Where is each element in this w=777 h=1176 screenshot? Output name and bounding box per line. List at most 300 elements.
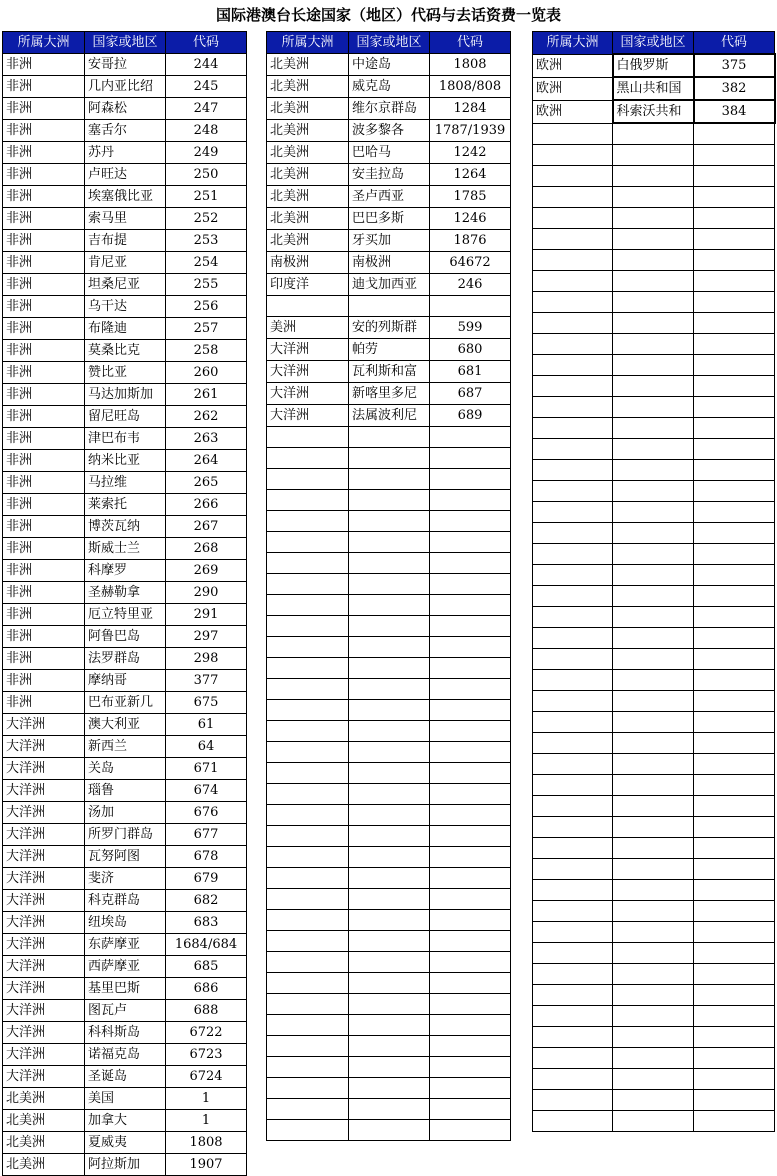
table-row bbox=[3, 428, 247, 450]
cell-country: 阿森松 bbox=[85, 98, 166, 120]
cell-country: 迪戈加西亚 bbox=[349, 274, 430, 296]
cell-code: 1808/808 bbox=[430, 76, 511, 98]
cell-continent bbox=[267, 910, 349, 931]
table-row bbox=[3, 802, 247, 824]
cell-country: 黑山共和国 bbox=[613, 77, 694, 100]
cell-country bbox=[613, 396, 694, 417]
cell-continent: 非洲 bbox=[3, 76, 85, 98]
cell-country: 新喀里多尼 bbox=[349, 383, 430, 405]
cell-code bbox=[694, 291, 775, 312]
cell-country: 莫桑比克 bbox=[85, 340, 166, 362]
cell-country: 帕劳 bbox=[349, 339, 430, 361]
table-row bbox=[533, 921, 775, 942]
cell-country: 新西兰 bbox=[85, 736, 166, 758]
table-row bbox=[267, 952, 511, 973]
cell-code bbox=[430, 511, 511, 532]
table-row bbox=[3, 846, 247, 868]
table-row bbox=[267, 994, 511, 1015]
cell-code: 682 bbox=[166, 890, 247, 912]
cell-country bbox=[349, 637, 430, 658]
cell-country: 马拉维 bbox=[85, 472, 166, 494]
table-row bbox=[3, 1132, 247, 1154]
table-row bbox=[3, 1110, 247, 1132]
cell-code bbox=[694, 438, 775, 459]
table-row bbox=[533, 186, 775, 207]
table-row bbox=[267, 805, 511, 826]
cell-country bbox=[349, 490, 430, 511]
header-continent: 所属大洲 bbox=[267, 32, 349, 54]
cell-code bbox=[694, 123, 775, 144]
cell-continent bbox=[267, 931, 349, 952]
cell-continent bbox=[267, 616, 349, 637]
table-row bbox=[267, 54, 511, 76]
table-row bbox=[533, 375, 775, 396]
header-code: 代码 bbox=[694, 32, 775, 55]
code-table-2 bbox=[266, 31, 511, 1141]
table-row bbox=[267, 763, 511, 784]
cell-continent: 非洲 bbox=[3, 692, 85, 714]
cell-code bbox=[694, 711, 775, 732]
cell-code bbox=[694, 963, 775, 984]
cell-country bbox=[613, 837, 694, 858]
table-row bbox=[533, 753, 775, 774]
cell-code bbox=[430, 637, 511, 658]
cell-country bbox=[349, 1057, 430, 1078]
cell-continent bbox=[533, 753, 613, 774]
cell-continent bbox=[533, 627, 613, 648]
table-row bbox=[267, 448, 511, 469]
cell-continent bbox=[533, 690, 613, 711]
cell-continent: 非洲 bbox=[3, 142, 85, 164]
table-row bbox=[3, 758, 247, 780]
cell-continent: 非洲 bbox=[3, 362, 85, 384]
cell-code: 1684/684 bbox=[166, 934, 247, 956]
cell-code: 1808 bbox=[430, 54, 511, 76]
cell-continent bbox=[533, 585, 613, 606]
table-row bbox=[3, 868, 247, 890]
cell-code bbox=[430, 532, 511, 553]
cell-country bbox=[613, 354, 694, 375]
cell-country: 苏丹 bbox=[85, 142, 166, 164]
cell-country bbox=[613, 816, 694, 837]
cell-country: 维尔京群岛 bbox=[349, 98, 430, 120]
cell-code bbox=[430, 1078, 511, 1099]
table-row bbox=[533, 816, 775, 837]
cell-country bbox=[349, 296, 430, 317]
cell-continent: 美洲 bbox=[267, 317, 349, 339]
table-row bbox=[3, 648, 247, 670]
cell-country: 乌干达 bbox=[85, 296, 166, 318]
cell-continent: 欧洲 bbox=[533, 54, 613, 77]
cell-code: 1876 bbox=[430, 230, 511, 252]
cell-country bbox=[613, 375, 694, 396]
cell-continent bbox=[533, 984, 613, 1005]
cell-country bbox=[349, 658, 430, 679]
cell-continent: 非洲 bbox=[3, 252, 85, 274]
cell-country bbox=[613, 186, 694, 207]
table-row bbox=[533, 291, 775, 312]
cell-country bbox=[613, 123, 694, 144]
cell-country: 白俄罗斯 bbox=[613, 54, 694, 77]
cell-country bbox=[349, 532, 430, 553]
cell-country: 安哥拉 bbox=[85, 54, 166, 76]
cell-country: 巴巴多斯 bbox=[349, 208, 430, 230]
table-row bbox=[3, 252, 247, 274]
cell-continent: 非洲 bbox=[3, 494, 85, 516]
cell-country bbox=[613, 1068, 694, 1089]
cell-country: 圣赫勒拿 bbox=[85, 582, 166, 604]
cell-continent: 非洲 bbox=[3, 186, 85, 208]
cell-code bbox=[430, 616, 511, 637]
header-row bbox=[267, 32, 511, 54]
table-row bbox=[533, 774, 775, 795]
cell-continent: 非洲 bbox=[3, 54, 85, 76]
cell-code: 248 bbox=[166, 120, 247, 142]
cell-country bbox=[349, 973, 430, 994]
cell-code bbox=[430, 889, 511, 910]
table-row bbox=[533, 543, 775, 564]
cell-continent: 大洋洲 bbox=[3, 868, 85, 890]
cell-continent bbox=[533, 837, 613, 858]
table-row bbox=[3, 230, 247, 252]
cell-continent bbox=[267, 553, 349, 574]
cell-country: 马达加斯加 bbox=[85, 384, 166, 406]
cell-country: 圣卢西亚 bbox=[349, 186, 430, 208]
cell-country: 关岛 bbox=[85, 758, 166, 780]
table-row bbox=[533, 1089, 775, 1110]
cell-country bbox=[349, 805, 430, 826]
table-row bbox=[267, 120, 511, 142]
cell-continent: 北美洲 bbox=[267, 98, 349, 120]
table-row bbox=[267, 274, 511, 296]
cell-code: 247 bbox=[166, 98, 247, 120]
cell-country bbox=[349, 952, 430, 973]
table-row bbox=[3, 1154, 247, 1176]
cell-continent: 大洋洲 bbox=[3, 934, 85, 956]
cell-country bbox=[349, 1015, 430, 1036]
cell-country: 所罗门群岛 bbox=[85, 824, 166, 846]
cell-country bbox=[349, 910, 430, 931]
cell-code: 263 bbox=[166, 428, 247, 450]
cell-country bbox=[349, 721, 430, 742]
cell-country: 吉布提 bbox=[85, 230, 166, 252]
table-row bbox=[267, 931, 511, 952]
cell-code bbox=[430, 910, 511, 931]
table-row bbox=[3, 890, 247, 912]
cell-country bbox=[613, 207, 694, 228]
cell-continent bbox=[267, 1078, 349, 1099]
table-row bbox=[3, 956, 247, 978]
cell-country: 斯威士兰 bbox=[85, 538, 166, 560]
table-row bbox=[267, 427, 511, 448]
cell-country bbox=[613, 333, 694, 354]
cell-code bbox=[430, 553, 511, 574]
table-row bbox=[533, 1068, 775, 1089]
table-row bbox=[3, 142, 247, 164]
cell-continent bbox=[533, 858, 613, 879]
cell-continent: 非洲 bbox=[3, 604, 85, 626]
table-row bbox=[533, 249, 775, 270]
table-row bbox=[533, 732, 775, 753]
table-row bbox=[3, 516, 247, 538]
cell-country bbox=[613, 606, 694, 627]
table-row bbox=[533, 585, 775, 606]
cell-continent: 大洋洲 bbox=[3, 1022, 85, 1044]
cell-code: 685 bbox=[166, 956, 247, 978]
cell-country bbox=[349, 1120, 430, 1141]
cell-country bbox=[349, 553, 430, 574]
cell-code: 244 bbox=[166, 54, 247, 76]
cell-code: 382 bbox=[694, 77, 775, 100]
table-row bbox=[533, 207, 775, 228]
table-row bbox=[533, 480, 775, 501]
cell-continent bbox=[533, 165, 613, 186]
header-country: 国家或地区 bbox=[85, 32, 166, 54]
cell-country bbox=[613, 312, 694, 333]
cell-continent: 大洋洲 bbox=[3, 714, 85, 736]
cell-country: 科科斯岛 bbox=[85, 1022, 166, 1044]
cell-code: 676 bbox=[166, 802, 247, 824]
cell-continent bbox=[267, 805, 349, 826]
cell-country bbox=[349, 994, 430, 1015]
cell-continent: 非洲 bbox=[3, 406, 85, 428]
cell-country bbox=[349, 847, 430, 868]
cell-code: 1264 bbox=[430, 164, 511, 186]
cell-continent bbox=[533, 711, 613, 732]
cell-code: 6724 bbox=[166, 1066, 247, 1088]
table-row bbox=[533, 459, 775, 480]
cell-country: 汤加 bbox=[85, 802, 166, 824]
cell-continent: 非洲 bbox=[3, 208, 85, 230]
table-row bbox=[533, 984, 775, 1005]
cell-code bbox=[694, 774, 775, 795]
table-row bbox=[267, 889, 511, 910]
table-row bbox=[267, 700, 511, 721]
header-code: 代码 bbox=[166, 32, 247, 54]
cell-code: 64672 bbox=[430, 252, 511, 274]
cell-country: 肯尼亚 bbox=[85, 252, 166, 274]
cell-country bbox=[349, 742, 430, 763]
cell-country bbox=[349, 574, 430, 595]
cell-code: 1242 bbox=[430, 142, 511, 164]
table-row bbox=[267, 637, 511, 658]
header-row bbox=[533, 32, 775, 55]
cell-country bbox=[613, 459, 694, 480]
table-row bbox=[267, 616, 511, 637]
header-row bbox=[3, 32, 247, 54]
cell-country bbox=[613, 291, 694, 312]
table-row bbox=[3, 1088, 247, 1110]
cell-continent bbox=[533, 921, 613, 942]
cell-continent bbox=[533, 963, 613, 984]
cell-code: 677 bbox=[166, 824, 247, 846]
cell-country: 加拿大 bbox=[85, 1110, 166, 1132]
table-row bbox=[267, 553, 511, 574]
table-row bbox=[267, 1078, 511, 1099]
cell-code bbox=[694, 627, 775, 648]
cell-code bbox=[694, 543, 775, 564]
table-row bbox=[3, 208, 247, 230]
cell-continent: 南极洲 bbox=[267, 252, 349, 274]
table-row bbox=[533, 900, 775, 921]
cell-code bbox=[430, 427, 511, 448]
cell-country: 法属波利尼 bbox=[349, 405, 430, 427]
cell-code bbox=[430, 700, 511, 721]
cell-continent bbox=[533, 732, 613, 753]
cell-code: 1246 bbox=[430, 208, 511, 230]
table-row bbox=[3, 318, 247, 340]
cell-country: 波多黎各 bbox=[349, 120, 430, 142]
cell-country bbox=[613, 942, 694, 963]
cell-code bbox=[430, 805, 511, 826]
table-row bbox=[3, 692, 247, 714]
cell-code: 688 bbox=[166, 1000, 247, 1022]
table-row bbox=[3, 1044, 247, 1066]
cell-code bbox=[694, 333, 775, 354]
cell-code bbox=[694, 270, 775, 291]
cell-code: 250 bbox=[166, 164, 247, 186]
table-row bbox=[267, 339, 511, 361]
cell-country bbox=[349, 868, 430, 889]
cell-country bbox=[349, 448, 430, 469]
table-row bbox=[267, 208, 511, 230]
cell-country: 圣诞岛 bbox=[85, 1066, 166, 1088]
cell-code bbox=[694, 375, 775, 396]
cell-country bbox=[349, 931, 430, 952]
cell-continent bbox=[267, 700, 349, 721]
cell-code bbox=[694, 816, 775, 837]
cell-continent bbox=[533, 375, 613, 396]
table-row bbox=[533, 564, 775, 585]
cell-continent: 大洋洲 bbox=[267, 405, 349, 427]
cell-country bbox=[349, 1036, 430, 1057]
cell-code: 245 bbox=[166, 76, 247, 98]
cell-country bbox=[613, 543, 694, 564]
cell-code bbox=[694, 1026, 775, 1047]
cell-continent bbox=[533, 186, 613, 207]
header-country: 国家或地区 bbox=[613, 32, 694, 55]
cell-code: 384 bbox=[694, 100, 775, 123]
cell-code: 1284 bbox=[430, 98, 511, 120]
cell-continent bbox=[533, 1026, 613, 1047]
table-row bbox=[3, 164, 247, 186]
table-row bbox=[267, 1099, 511, 1120]
cell-continent bbox=[533, 123, 613, 144]
cell-country bbox=[613, 270, 694, 291]
cell-continent: 大洋洲 bbox=[3, 956, 85, 978]
cell-code bbox=[430, 952, 511, 973]
cell-country: 阿拉斯加 bbox=[85, 1154, 166, 1176]
table-row bbox=[533, 711, 775, 732]
cell-country: 科摩罗 bbox=[85, 560, 166, 582]
cell-code: 267 bbox=[166, 516, 247, 538]
table-row bbox=[3, 560, 247, 582]
cell-code: 262 bbox=[166, 406, 247, 428]
cell-country: 瑙鲁 bbox=[85, 780, 166, 802]
table-row bbox=[3, 582, 247, 604]
table-row bbox=[533, 270, 775, 291]
cell-continent bbox=[267, 296, 349, 317]
table-row bbox=[533, 669, 775, 690]
cell-continent bbox=[533, 522, 613, 543]
cell-continent bbox=[533, 417, 613, 438]
cell-country: 澳大利亚 bbox=[85, 714, 166, 736]
cell-continent: 非洲 bbox=[3, 516, 85, 538]
cell-code: 260 bbox=[166, 362, 247, 384]
cell-country bbox=[613, 669, 694, 690]
cell-continent: 北美洲 bbox=[3, 1088, 85, 1110]
cell-continent: 北美洲 bbox=[3, 1132, 85, 1154]
cell-code bbox=[694, 837, 775, 858]
cell-code: 6723 bbox=[166, 1044, 247, 1066]
cell-code bbox=[430, 826, 511, 847]
cell-code bbox=[430, 1036, 511, 1057]
cell-continent: 大洋洲 bbox=[267, 361, 349, 383]
cell-code: 681 bbox=[430, 361, 511, 383]
table-row bbox=[267, 142, 511, 164]
table-row bbox=[267, 847, 511, 868]
cell-country bbox=[613, 1005, 694, 1026]
table-row bbox=[533, 648, 775, 669]
cell-code: 674 bbox=[166, 780, 247, 802]
table-row bbox=[533, 438, 775, 459]
cell-continent bbox=[533, 1110, 613, 1131]
cell-continent bbox=[533, 438, 613, 459]
cell-code: 686 bbox=[166, 978, 247, 1000]
cell-continent bbox=[267, 448, 349, 469]
cell-code bbox=[694, 690, 775, 711]
cell-code bbox=[430, 763, 511, 784]
cell-code bbox=[694, 480, 775, 501]
table-row bbox=[267, 511, 511, 532]
cell-continent: 欧洲 bbox=[533, 100, 613, 123]
cell-country: 诺福克岛 bbox=[85, 1044, 166, 1066]
cell-continent bbox=[533, 543, 613, 564]
cell-continent: 北美洲 bbox=[3, 1110, 85, 1132]
code-table-3 bbox=[532, 31, 776, 1132]
cell-continent bbox=[533, 816, 613, 837]
cell-country: 斐济 bbox=[85, 868, 166, 890]
table-row bbox=[267, 98, 511, 120]
table-row bbox=[267, 826, 511, 847]
cell-code: 678 bbox=[166, 846, 247, 868]
table-row bbox=[3, 978, 247, 1000]
table-row bbox=[3, 296, 247, 318]
cell-country bbox=[613, 1047, 694, 1068]
cell-continent: 大洋洲 bbox=[3, 1000, 85, 1022]
cell-code: 298 bbox=[166, 648, 247, 670]
table-row bbox=[3, 604, 247, 626]
cell-continent bbox=[267, 994, 349, 1015]
cell-continent: 北美洲 bbox=[267, 54, 349, 76]
cell-continent bbox=[533, 501, 613, 522]
cell-code bbox=[694, 942, 775, 963]
cell-country bbox=[613, 774, 694, 795]
cell-continent bbox=[267, 1036, 349, 1057]
cell-continent bbox=[267, 1057, 349, 1078]
cell-continent bbox=[267, 511, 349, 532]
cell-country bbox=[613, 1089, 694, 1110]
cell-country bbox=[613, 417, 694, 438]
table-row bbox=[267, 574, 511, 595]
cell-continent bbox=[533, 459, 613, 480]
table-row bbox=[267, 405, 511, 427]
cell-code bbox=[694, 228, 775, 249]
cell-country: 西萨摩亚 bbox=[85, 956, 166, 978]
cell-code: 291 bbox=[166, 604, 247, 626]
cell-code bbox=[430, 973, 511, 994]
cell-country bbox=[349, 427, 430, 448]
